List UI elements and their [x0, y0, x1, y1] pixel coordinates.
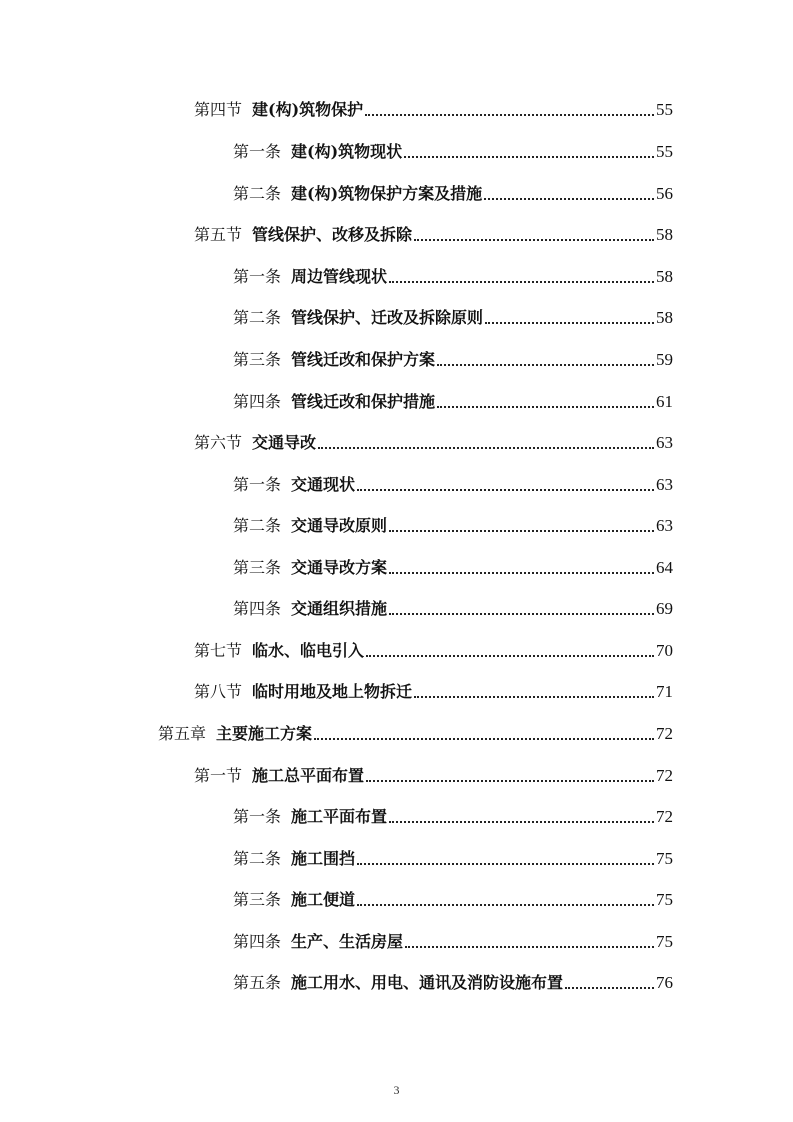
dot-leader	[389, 613, 654, 615]
toc-entry-label: 第四条	[233, 932, 282, 951]
toc-entry-page: 58	[656, 225, 673, 244]
dot-leader	[484, 198, 654, 200]
toc-entry[interactable]	[233, 512, 673, 536]
toc-entry[interactable]	[194, 96, 673, 120]
toc-entry[interactable]	[194, 678, 673, 702]
dot-leader	[389, 821, 654, 823]
toc-entry-page: 59	[656, 350, 673, 369]
toc-entry-title: 临时用地及地上物拆迁	[252, 682, 413, 701]
toc-entry-page: 69	[656, 599, 673, 618]
toc-entry[interactable]	[194, 637, 673, 661]
toc-entry-page: 64	[656, 558, 673, 577]
toc-entry[interactable]	[233, 180, 673, 204]
toc-entry[interactable]	[194, 762, 673, 786]
toc-entry[interactable]	[233, 346, 673, 370]
toc-entry-page: 58	[656, 308, 673, 327]
toc-entry-title: 生产、生活房屋	[291, 932, 404, 951]
toc-entry-title: 周边管线现状	[291, 267, 388, 286]
dot-leader	[389, 530, 654, 532]
dot-leader	[404, 156, 654, 158]
toc-entry[interactable]	[233, 304, 673, 328]
dot-leader	[357, 863, 654, 865]
toc-entry-title: 施工便道	[291, 890, 356, 909]
toc-entry[interactable]	[233, 388, 673, 412]
toc-entry-title: 管线迁改和保护措施	[291, 392, 436, 411]
toc-entry-label: 第三条	[233, 558, 282, 577]
toc-entry-title: 交通现状	[291, 475, 356, 494]
toc-entry-label: 第八节	[194, 682, 243, 701]
toc-entry-page: 72	[656, 766, 673, 785]
toc-entry[interactable]	[233, 845, 673, 869]
toc-entry-label: 第三条	[233, 350, 282, 369]
toc-entry-title: 建(构)筑物保护方案及措施	[291, 184, 483, 203]
toc-entry-title: 交通导改方案	[291, 558, 388, 577]
toc-entry-page: 63	[656, 516, 673, 535]
toc-entry[interactable]	[233, 595, 673, 619]
dot-leader	[365, 114, 654, 116]
toc-entry-page: 70	[656, 641, 673, 660]
toc-entry-label: 第一条	[233, 475, 282, 494]
dot-leader	[389, 572, 654, 574]
toc-entry-page: 72	[656, 724, 673, 743]
toc-entry[interactable]	[233, 263, 673, 287]
toc-entry-page: 61	[656, 392, 673, 411]
toc-entry-page: 71	[656, 682, 673, 701]
toc-entry-label: 第四条	[233, 392, 282, 411]
toc-entry[interactable]	[233, 803, 673, 827]
dot-leader	[485, 322, 654, 324]
dot-leader	[437, 364, 654, 366]
toc-entry[interactable]	[233, 471, 673, 495]
toc-entry-label: 第四条	[233, 599, 282, 618]
toc-entry[interactable]	[194, 429, 673, 453]
toc-entry-title: 施工平面布置	[291, 807, 388, 826]
toc-entry-title: 施工用水、用电、通讯及消防设施布置	[291, 973, 564, 992]
dot-leader	[389, 281, 654, 283]
dot-leader	[565, 987, 654, 989]
toc-entry[interactable]	[233, 554, 673, 578]
toc-entry-label: 第二条	[233, 516, 282, 535]
toc-entry-page: 63	[656, 475, 673, 494]
toc-entry-page: 76	[656, 973, 673, 992]
toc-entry-label: 第一条	[233, 807, 282, 826]
toc-entry-label: 第一节	[194, 766, 243, 785]
toc-entry-label: 第四节	[194, 100, 243, 119]
toc-entry[interactable]	[194, 221, 673, 245]
toc-entry-label: 第三条	[233, 890, 282, 909]
toc-entry[interactable]	[158, 720, 673, 744]
toc-entry-page: 75	[656, 932, 673, 951]
toc-entry-title: 施工总平面布置	[252, 766, 365, 785]
toc-entry-label: 第二条	[233, 308, 282, 327]
toc-entry-label: 第一条	[233, 142, 282, 161]
toc-entry-title: 建(构)筑物保护	[252, 100, 364, 119]
toc-entry-title: 交通组织措施	[291, 599, 388, 618]
toc-entry[interactable]	[233, 886, 673, 910]
toc-entry-title: 交通导改	[252, 433, 317, 452]
toc-entry-page: 55	[656, 142, 673, 161]
dot-leader	[437, 406, 654, 408]
dot-leader	[314, 738, 654, 740]
toc-entry-title: 建(构)筑物现状	[291, 142, 403, 161]
toc-entry-page: 63	[656, 433, 673, 452]
dot-leader	[414, 696, 654, 698]
toc-entry-label: 第一条	[233, 267, 282, 286]
toc-entry-title: 主要施工方案	[216, 724, 313, 743]
toc-entry-title: 管线保护、改移及拆除	[252, 225, 413, 244]
toc-entry[interactable]	[233, 928, 673, 952]
toc-entry-title: 交通导改原则	[291, 516, 388, 535]
toc-entry-label: 第二条	[233, 184, 282, 203]
toc-entry[interactable]	[233, 969, 673, 993]
toc-entry[interactable]	[233, 138, 673, 162]
toc-entry-title: 临水、临电引入	[252, 641, 365, 660]
toc-entry-label: 第五节	[194, 225, 243, 244]
toc-entry-title: 管线迁改和保护方案	[291, 350, 436, 369]
toc-entry-label: 第七节	[194, 641, 243, 660]
toc-entry-page: 55	[656, 100, 673, 119]
toc-entry-page: 58	[656, 267, 673, 286]
toc-entry-label: 第二条	[233, 849, 282, 868]
toc-entry-label: 第六节	[194, 433, 243, 452]
dot-leader	[357, 904, 654, 906]
toc-entry-title: 管线保护、迁改及拆除原则	[291, 308, 484, 327]
toc-entry-page: 72	[656, 807, 673, 826]
page-number: 3	[393, 1083, 400, 1097]
dot-leader	[414, 239, 654, 241]
dot-leader	[405, 946, 654, 948]
dot-leader	[357, 489, 654, 491]
toc-entry-title: 施工围挡	[291, 849, 356, 868]
dot-leader	[366, 655, 654, 657]
toc-entry-label: 第五条	[233, 973, 282, 992]
dot-leader	[318, 447, 654, 449]
toc-entry-page: 75	[656, 890, 673, 909]
toc-entry-page: 56	[656, 184, 673, 203]
dot-leader	[366, 780, 654, 782]
toc-entry-page: 75	[656, 849, 673, 868]
toc-entry-label: 第五章	[158, 724, 207, 743]
